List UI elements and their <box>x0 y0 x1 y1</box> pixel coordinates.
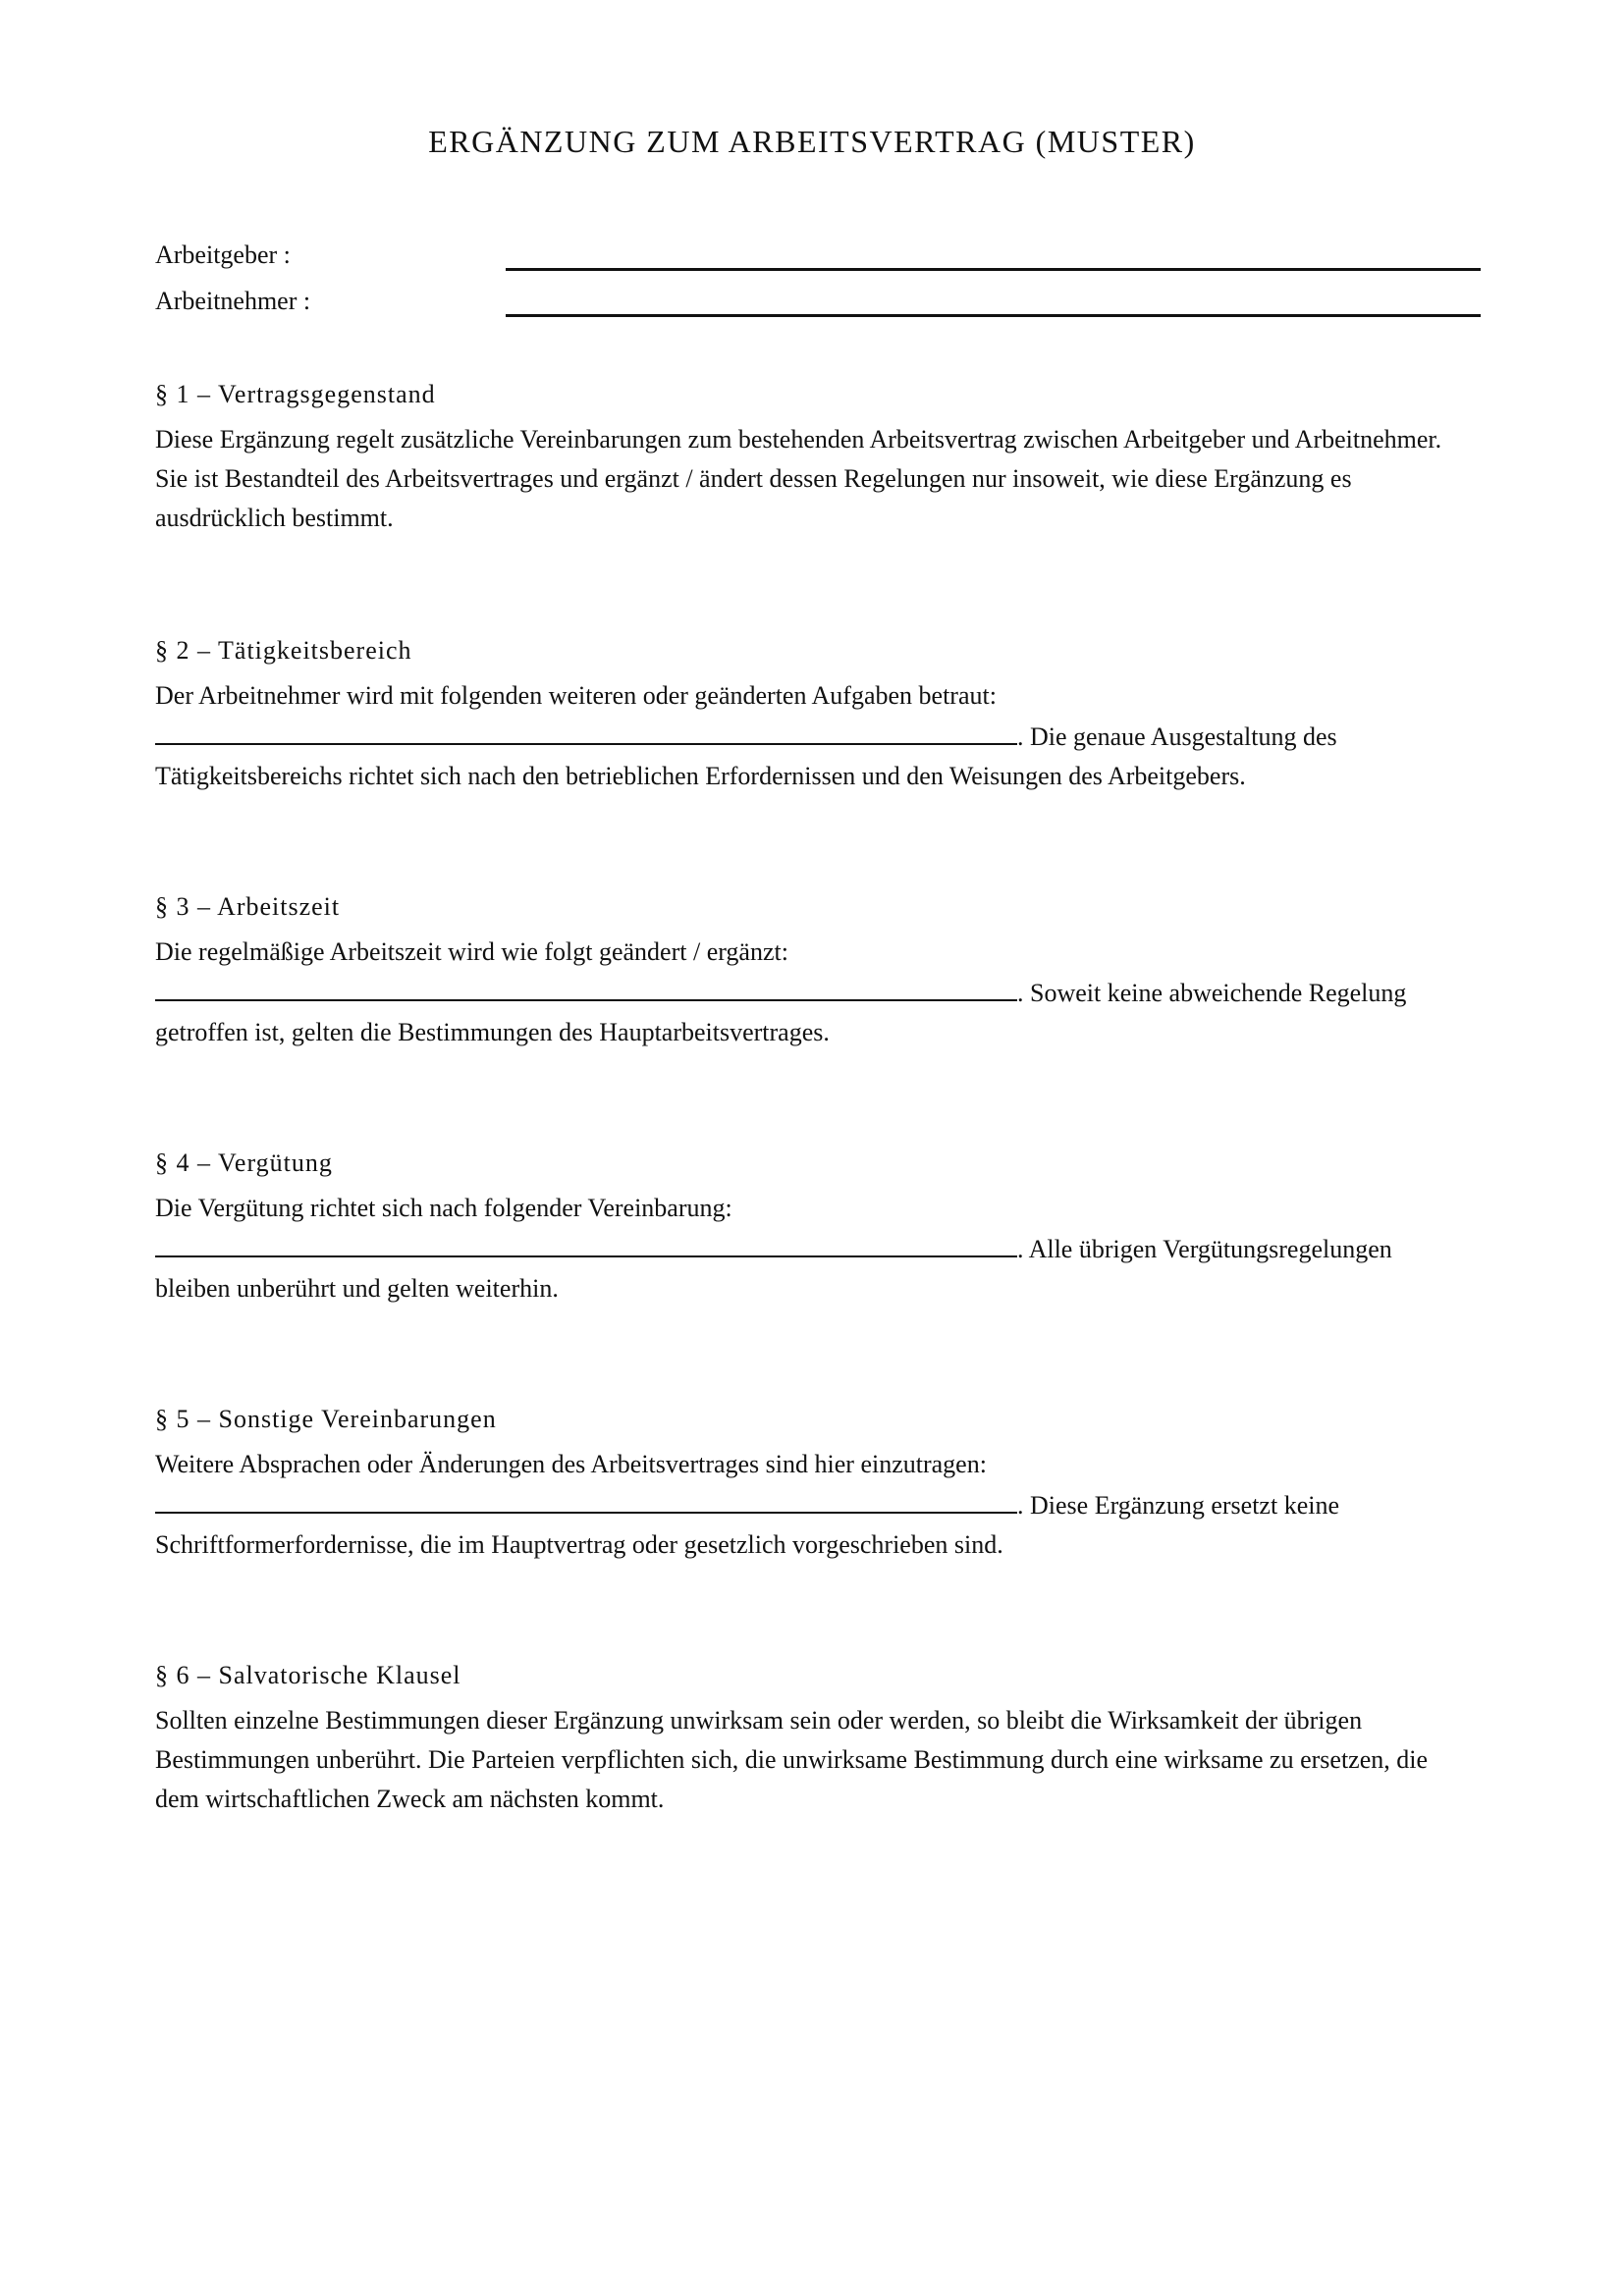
section-heading: § 5 – Sonstige Vereinbarungen <box>155 1405 497 1433</box>
employee-row <box>155 282 1481 321</box>
employer-label: Arbeitgeber : <box>155 240 291 269</box>
section-text-after-blank: . Diese Ergänzung ersetzt keine Schriftformerfordernisse, die im Hauptvertrag oder gesetzlich vorgeschrieben sind. <box>155 1491 1339 1559</box>
section-text <box>155 1189 1471 1308</box>
employee-label: Arbeitnehmer : <box>155 287 311 315</box>
document-title: ERGÄNZUNG ZUM ARBEITSVERTRAG (MUSTER) <box>428 124 1196 159</box>
section-heading: § 1 – Vertragsgegenstand <box>155 380 436 408</box>
section-intro: Die regelmäßige Arbeitszeit wird wie folgt geändert / ergänzt: <box>155 937 788 966</box>
section-text-after-blank: . Soweit keine abweichende Regelung getroffen ist, gelten die Bestimmungen des Hauptarbeitsvertrages. <box>155 979 1407 1046</box>
section-text <box>155 676 1471 796</box>
section-verguetung <box>155 1144 1471 1308</box>
section-text-after-blank: . Alle übrigen Vergütungsregelungen bleiben unberührt und gelten weiterhin. <box>155 1235 1392 1303</box>
section-text <box>155 1445 1471 1565</box>
section-heading: § 6 – Salvatorische Klausel <box>155 1661 461 1689</box>
section-heading: § 3 – Arbeitszeit <box>155 892 341 921</box>
section-vertragsgegenstand <box>155 375 1471 538</box>
section-text <box>155 933 1471 1052</box>
section-heading: § 4 – Vergütung <box>155 1148 333 1177</box>
fill-in-blank-line[interactable] <box>155 972 1017 1001</box>
section-text: Diese Ergänzung regelt zusätzliche Vereinbarungen zum bestehenden Arbeitsvertrag zwischen Arbeitgeber und Arbeitnehmer. Sie ist Bestandteil des Arbeitsvertrages und ergänzt / ändert dessen Regelungen nur insoweit, wie diese Ergänzung es ausdrücklich bestimmt. <box>155 425 1442 532</box>
section-intro: Die Vergütung richtet sich nach folgender Vereinbarung: <box>155 1194 732 1222</box>
employee-signature-line[interactable] <box>506 314 1481 317</box>
section-heading: § 2 – Tätigkeitsbereich <box>155 636 412 665</box>
section-text-after-blank: . Die genaue Ausgestaltung des Tätigkeitsbereichs richtet sich nach den betrieblichen Erfordernissen und den Weisungen des Arbeitgebers. <box>155 722 1337 790</box>
fill-in-blank-line[interactable] <box>155 1484 1017 1514</box>
section-intro: Der Arbeitnehmer wird mit folgenden weiteren oder geänderten Aufgaben betraut: <box>155 681 997 710</box>
fill-in-blank-line[interactable] <box>155 1228 1017 1257</box>
employer-signature-line[interactable] <box>506 268 1481 271</box>
fill-in-blank-line[interactable] <box>155 716 1017 745</box>
section-salvatorische-klausel <box>155 1656 1471 1819</box>
section-arbeitszeit <box>155 887 1471 1052</box>
section-sonstige-vereinbarungen <box>155 1400 1471 1565</box>
section-text: Sollten einzelne Bestimmungen dieser Ergänzung unwirksam sein oder werden, so bleibt die Wirksamkeit der übrigen Bestimmungen unberührt. Die Parteien verpflichten sich, die unwirksame Bestimmung durch eine wirksame zu ersetzen, die dem wirtschaftlichen Zweck am nächsten kommt. <box>155 1706 1429 1813</box>
section-taetigkeitsbereich <box>155 631 1471 796</box>
employer-row <box>155 236 1481 275</box>
section-intro: Weitere Absprachen oder Änderungen des Arbeitsvertrages sind hier einzutragen: <box>155 1450 987 1478</box>
